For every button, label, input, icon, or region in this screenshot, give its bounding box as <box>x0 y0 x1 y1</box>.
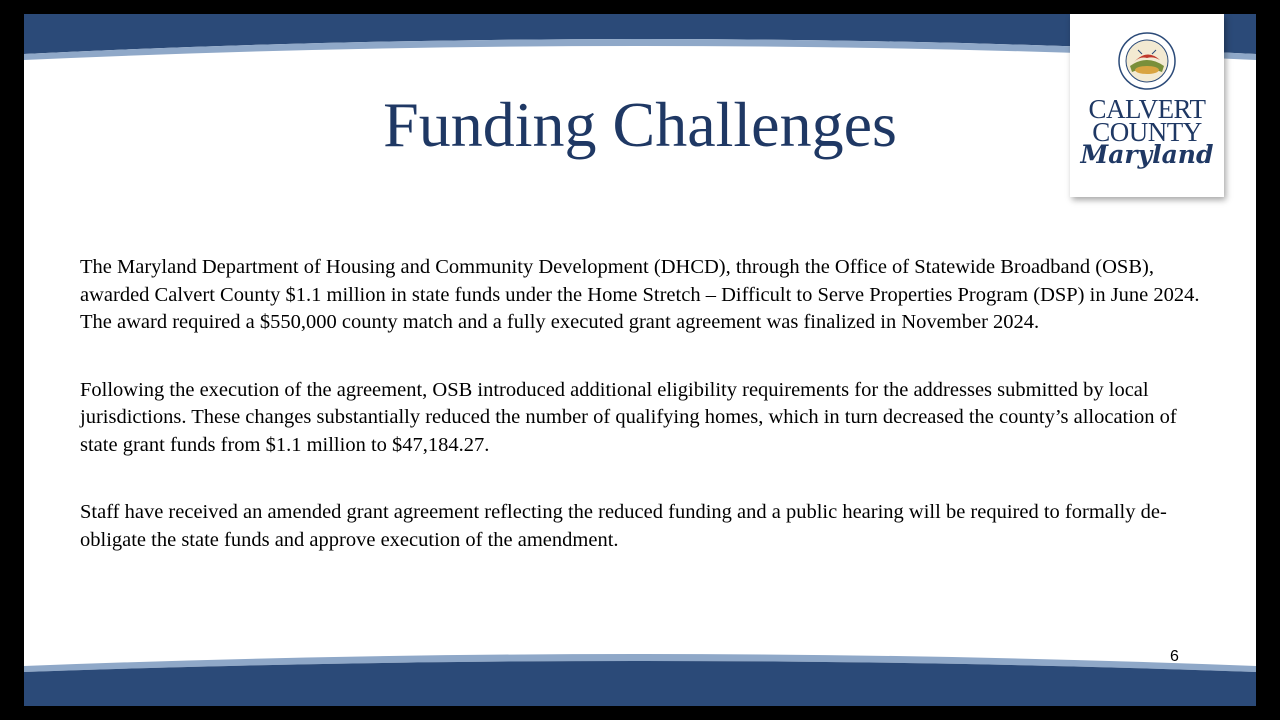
slide <box>24 14 1256 706</box>
page-number: 6 <box>1170 648 1179 665</box>
logo-line-county: COUNTY <box>1092 117 1202 147</box>
logo-line-calvert: CALVERT <box>1088 94 1206 124</box>
bottom-band <box>24 646 1256 706</box>
slide-body <box>80 254 1200 594</box>
logo-line-maryland: Maryland <box>1080 140 1214 169</box>
paragraph-amendment: Staff have received an amended grant agreement reflecting the reduced funding and a public hearing will be required to formally de-obligate the state funds and approve execution of the amendment. <box>80 501 1167 551</box>
paragraph-award: The Maryland Department of Housing and Community Development (DHCD), through the Office of Statewide Broadband (OSB), awarded Calvert County $1.1 million in state funds under the Home Stretch – Difficult to Serve Properties Program (DSP) in June 2024. The award required a $550,000 county match and a fully executed grant agreement was finalized in November 2024. <box>80 256 1200 333</box>
county-seal-icon <box>1118 32 1176 90</box>
slide-title: Funding Challenges <box>383 89 897 160</box>
calvert-county-logo <box>1070 14 1224 197</box>
paragraph-eligibility-changes: Following the execution of the agreement, OSB introduced additional eligibility requirements for the addresses submitted by local jurisdictions. These changes substantially reduced the number of qualifying homes, which in turn decreased the county’s allocation of state grant funds from $1.1 million to $47,184.27. <box>80 378 1177 456</box>
